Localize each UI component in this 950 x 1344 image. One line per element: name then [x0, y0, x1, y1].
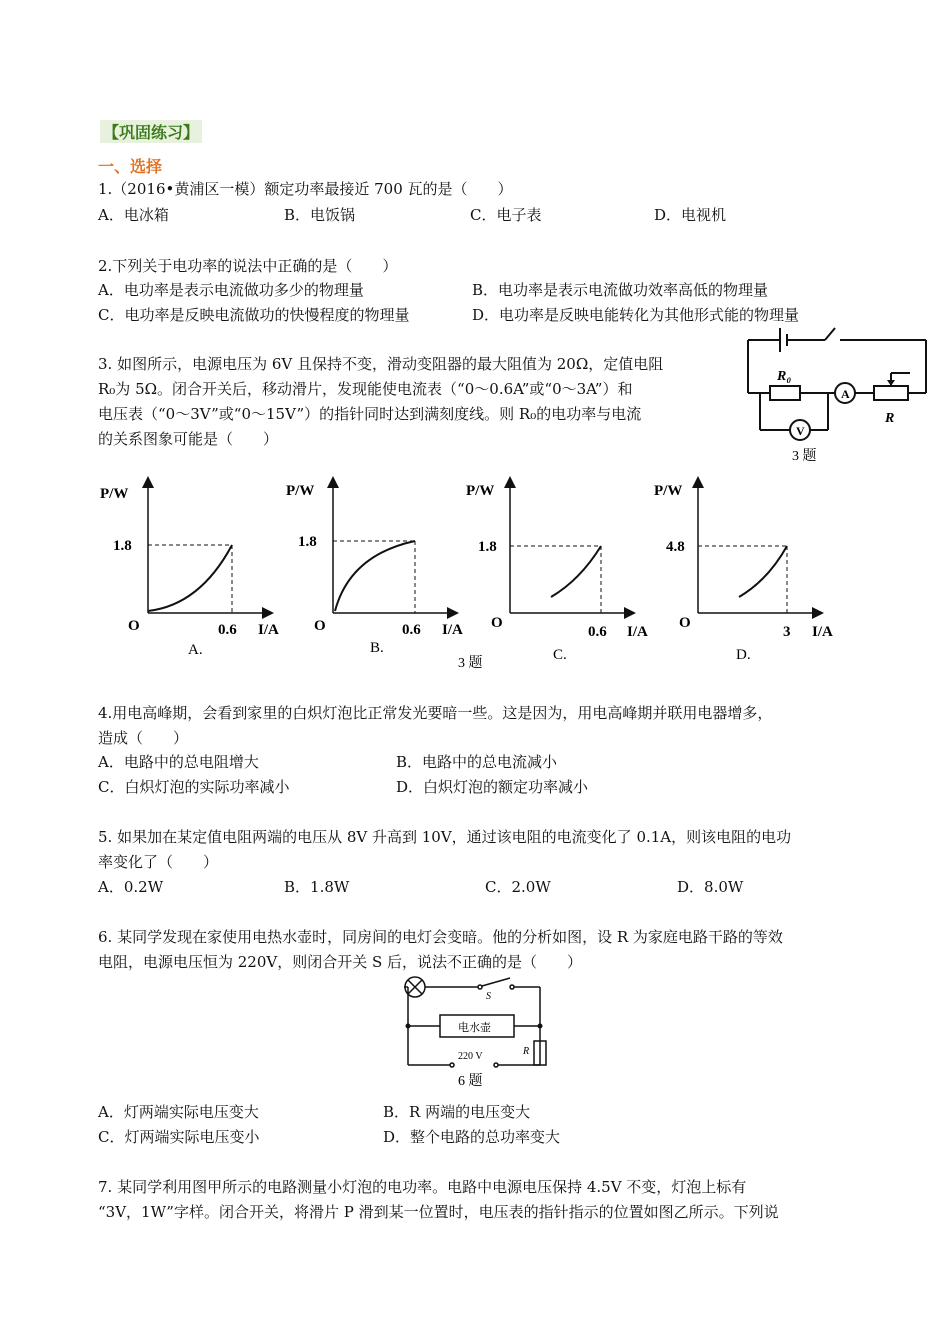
graph-b-ylabel: P/W: [286, 483, 315, 499]
q6-circuit-diagram: [400, 975, 560, 1095]
q4-line-2: 造成（ ）: [98, 729, 189, 747]
q3-circuit-diagram: [740, 318, 940, 468]
q7-line-1: 7. 某同学利用图甲所示的电路测量小灯泡的电功率。电路中电源电压保持 4.5V 不变，灯泡上标有: [98, 1178, 747, 1196]
graph-b-curve: [335, 541, 415, 611]
q3-voltmeter-label: V: [796, 424, 805, 438]
graph-d-origin: O: [679, 615, 691, 631]
q6-option-c[interactable]: C．灯两端实际电压变小: [98, 1128, 260, 1146]
graph-d-curve: [739, 546, 787, 597]
q2-option-a[interactable]: A．电功率是表示电流做功多少的物理量: [98, 281, 364, 299]
graph-b-origin: O: [314, 618, 326, 634]
q5-line-1: 5. 如果加在某定值电阻两端的电压从 8V 升高到 10V，通过该电阻的电流变化了 0.1A，则该电阻的电功: [98, 828, 792, 846]
q6-circuit-caption: 6 题: [458, 1074, 483, 1089]
graph-d-xtick: 3: [783, 624, 791, 640]
graph-a-xlabel: I/A: [258, 622, 279, 638]
graph-b-letter: B.: [370, 640, 384, 656]
q3-line-1: 3. 如图所示，电源电压为 6V 且保持不变，滑动变阻器的最大阻值为 20Ω，定值电阻: [98, 355, 664, 373]
q3-line-2: R₀为 5Ω。闭合开关后，移动滑片，发现能使电流表（“0～0.6A”或“0～3A”）和: [98, 380, 633, 398]
q6-line-2: 电阻，电源电压恒为 220V，则闭合开关 S 后，说法不正确的是（ ）: [98, 953, 583, 971]
q3-line-4: 的关系图象可能是（ ）: [98, 430, 279, 448]
q5-option-c[interactable]: C．2.0W: [485, 878, 551, 896]
q3-graphs: [0, 470, 950, 680]
exercise-title: 【巩固练习】: [100, 120, 202, 143]
q5-line-2: 率变化了（ ）: [98, 853, 219, 871]
graph-a-letter: A.: [188, 642, 203, 658]
graph-a: [100, 482, 279, 658]
q5-option-b[interactable]: B．1.8W: [284, 878, 350, 896]
graph-c-curve: [551, 546, 601, 597]
graph-c-xlabel: I/A: [627, 624, 648, 640]
graph-a-xtick: 0.6: [218, 622, 237, 638]
graph-a-ylabel: P/W: [100, 486, 129, 502]
q3-graphs-caption: 3 题: [458, 656, 483, 671]
graph-a-curve: [148, 545, 232, 611]
q5-option-d[interactable]: D．8.0W: [677, 878, 744, 896]
graph-c-origin: O: [491, 615, 503, 631]
q1-option-c[interactable]: C．电子表: [470, 206, 542, 224]
q6-line-1: 6. 某同学发现在家使用电热水壶时，同房间的电灯会变暗。他的分析如图，设 R 为家庭电路干路的等效: [98, 928, 783, 946]
q2-stem: 2.下列关于电功率的说法中正确的是（ ）: [98, 257, 398, 275]
graph-c-letter: C.: [553, 647, 567, 663]
q3-line-3: 电压表（“0～3V”或“0～15V”）的指针同时达到满刻度线。则 R₀的电功率与电流: [98, 405, 642, 423]
q6-option-d[interactable]: D．整个电路的总功率变大: [383, 1128, 561, 1146]
q5-option-a[interactable]: A．0.2W: [98, 878, 164, 896]
q4-option-c[interactable]: C．白炽灯泡的实际功率减小: [98, 778, 290, 796]
q4-option-a[interactable]: A．电路中的总电阻增大: [98, 753, 259, 771]
q3-r0-label: R₀: [777, 369, 792, 384]
q7-line-2: “3V，1W”字样。闭合开关，将滑片 P 滑到某一位置时，电压表的指针指示的位置如图乙所示。下列说: [98, 1203, 779, 1221]
graph-c-xtick: 0.6: [588, 624, 607, 640]
graph-a-ytick: 1.8: [113, 538, 132, 554]
q6-switch-label: S: [486, 991, 491, 1002]
q4-option-b[interactable]: B．电路中的总电流减小: [396, 753, 558, 771]
q2-option-b[interactable]: B．电功率是表示电流做功效率高低的物理量: [472, 281, 769, 299]
graph-a-origin: O: [128, 618, 140, 634]
graph-d-ytick: 4.8: [666, 539, 685, 555]
q6-option-a[interactable]: A．灯两端实际电压变大: [98, 1103, 259, 1121]
q6-option-b[interactable]: B．R 两端的电压变大: [383, 1103, 531, 1121]
graph-d-xlabel: I/A: [812, 624, 833, 640]
graph-c-ytick: 1.8: [478, 539, 497, 555]
graph-c: [466, 482, 648, 663]
graph-d: [654, 482, 833, 663]
q4-line-1: 4.用电高峰期，会看到家里的白炽灯泡比正常发光要暗一些。这是因为，用电高峰期并联用电器增多，: [98, 704, 773, 722]
q3-r-label: R: [885, 411, 895, 426]
q1-option-d[interactable]: D．电视机: [654, 206, 727, 224]
section-heading: 一、选择: [98, 157, 163, 176]
q2-option-c[interactable]: C．电功率是反映电流做功的快慢程度的物理量: [98, 306, 410, 324]
graph-c-ylabel: P/W: [466, 483, 495, 499]
q1-option-b[interactable]: B．电饭锅: [284, 206, 356, 224]
q6-r-label: R: [523, 1046, 530, 1057]
graph-b-xlabel: I/A: [442, 622, 463, 638]
q2-option-d[interactable]: D．电功率是反映电能转化为其他形式能的物理量: [472, 306, 800, 324]
graph-b: [286, 482, 463, 656]
q3-ammeter-label: A: [841, 387, 850, 401]
q1-stem: 1.（2016•黄浦区一模）额定功率最接近 700 瓦的是（ ）: [98, 180, 513, 198]
graph-d-ylabel: P/W: [654, 483, 683, 499]
q4-option-d[interactable]: D．白炽灯泡的额定功率减小: [396, 778, 589, 796]
q1-option-a[interactable]: A．电冰箱: [98, 206, 169, 224]
q6-kettle-label: 电水壶: [458, 1022, 491, 1034]
q3-circuit-caption: 3 题: [792, 449, 817, 464]
graph-d-letter: D.: [736, 647, 751, 663]
graph-b-ytick: 1.8: [298, 534, 317, 550]
graph-b-xtick: 0.6: [402, 622, 421, 638]
q6-voltage-label: 220 V: [458, 1051, 483, 1062]
